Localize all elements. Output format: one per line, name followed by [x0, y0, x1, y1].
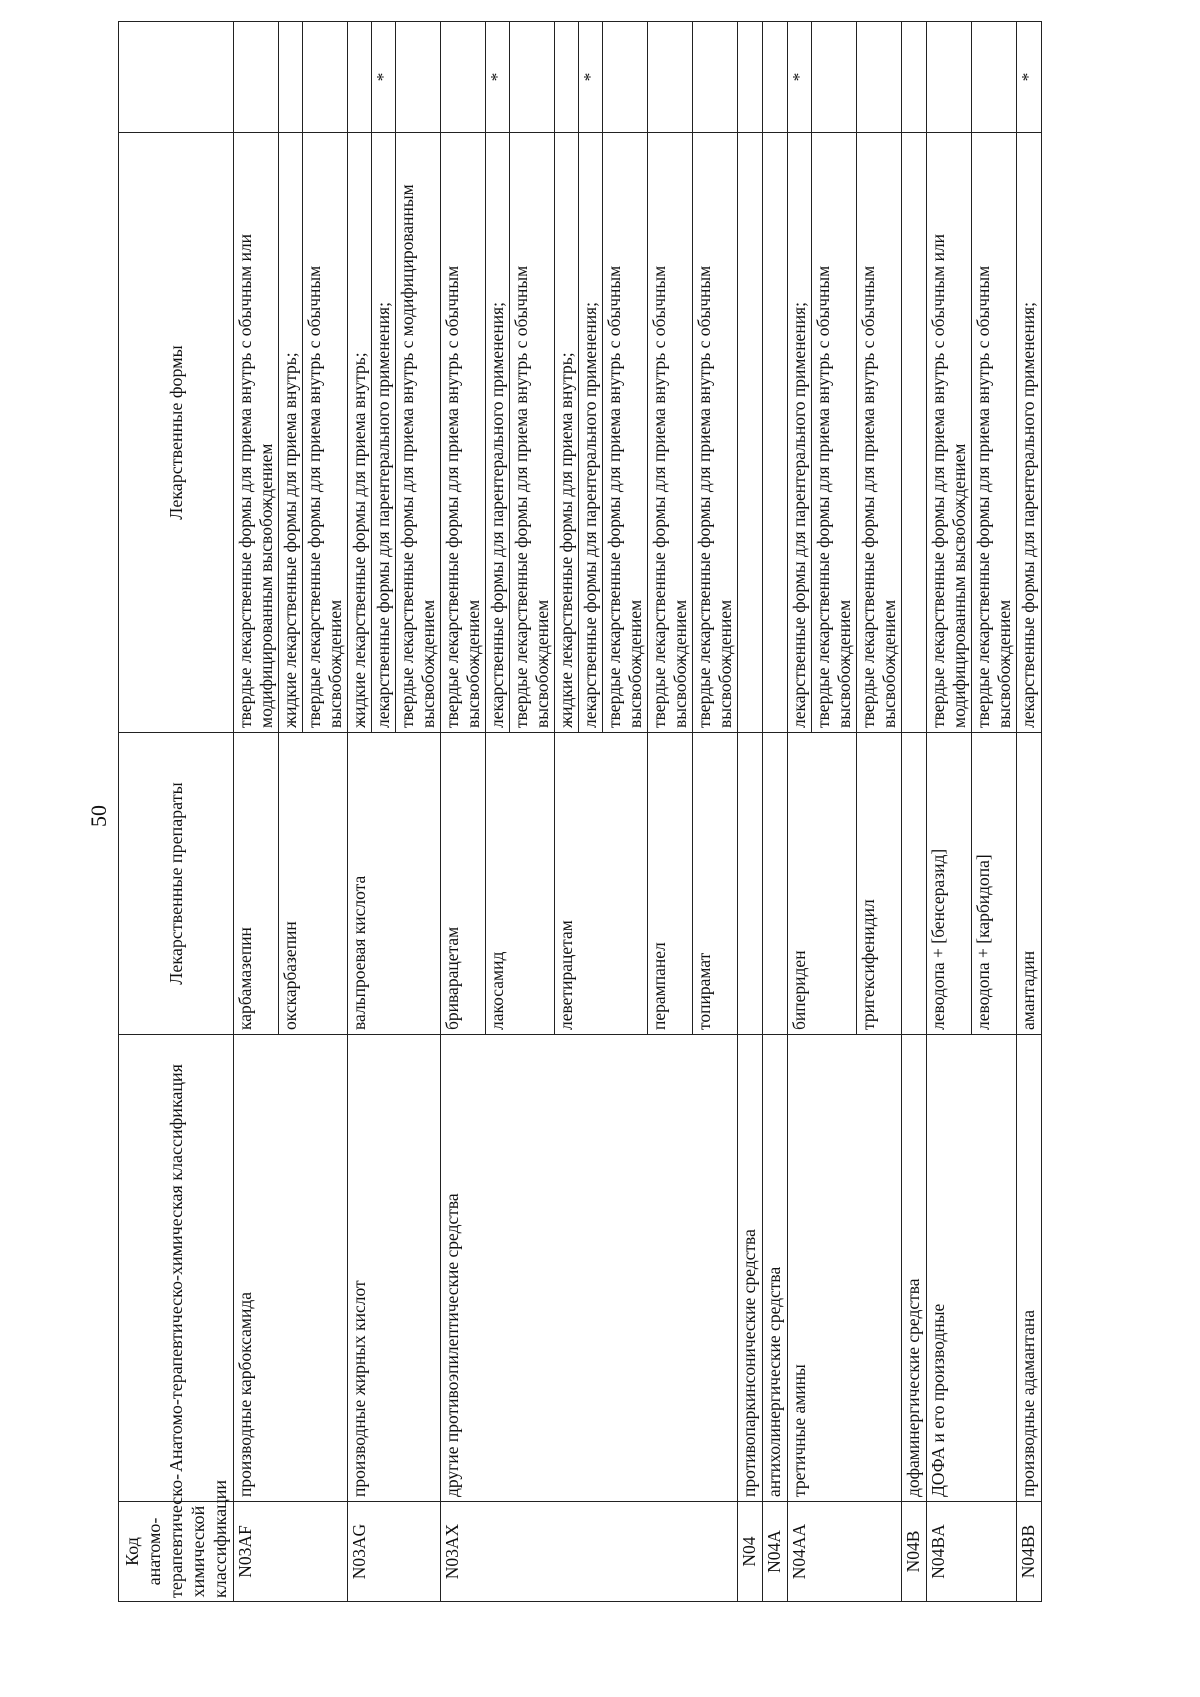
atc-cell: третичные амины — [788, 1035, 902, 1502]
drug-cell: амантадин — [1017, 733, 1042, 1035]
table-row — [763, 22, 788, 1602]
form-cell: лекарственные формы для парентерального применения; — [486, 133, 510, 733]
header-atc: Анатомо-терапевтическо-химическая классификация — [119, 1035, 234, 1502]
form-cell: лекарственные формы для парентерального применения; — [372, 133, 396, 733]
table-row — [788, 22, 812, 1602]
header-code: Код анатомо-терапевтическо-химической классификации — [119, 1502, 234, 1602]
form-cell — [763, 133, 788, 733]
form-cell: жидкие лекарственные формы для приема внутрь; — [348, 133, 372, 733]
code-cell: N04B — [902, 1502, 927, 1602]
code-cell: N04A — [763, 1502, 788, 1602]
drug-cell: леводопа + [карбидопа] — [972, 733, 1017, 1035]
form-cell: твердые лекарственные формы для приема внутрь с обычным высвобождением — [510, 133, 555, 733]
form-cell: твердые лекарственные формы для приема внутрь с обычным высвобождением — [693, 133, 738, 733]
table-row — [927, 22, 972, 1602]
note-cell — [555, 22, 579, 133]
drug-cell: лакосамид — [486, 733, 555, 1035]
note-cell — [348, 22, 372, 133]
form-cell: жидкие лекарственные формы для приема внутрь; — [279, 133, 303, 733]
table-row — [1017, 22, 1042, 1602]
form-cell: твердые лекарственные формы для приема внутрь с модифицированным высвобождением — [396, 133, 441, 733]
table-row — [348, 22, 372, 1602]
drug-cell: вальпроевая кислота — [348, 733, 441, 1035]
note-cell — [603, 22, 648, 133]
drug-cell: тригексифенидил — [857, 733, 902, 1035]
note-cell — [303, 22, 348, 133]
atc-cell: ДОФА и его производные — [927, 1035, 1017, 1502]
note-cell — [234, 22, 279, 133]
atc-cell: дофаминергические средства — [902, 1035, 927, 1502]
header-note — [119, 22, 234, 133]
form-cell: твердые лекарственные формы для приема внутрь с обычным высвобождением — [603, 133, 648, 733]
code-cell: N04 — [738, 1502, 763, 1602]
form-cell: твердые лекарственные формы для приема внутрь с обычным или модифицированным высвобождением — [927, 133, 972, 733]
atc-cell: другие противоэпилептические средства — [441, 1035, 738, 1502]
drug-cell: леветирацетам — [555, 733, 648, 1035]
form-cell: твердые лекарственные формы для приема внутрь с обычным высвобождением — [812, 133, 857, 733]
form-cell: твердые лекарственные формы для приема внутрь с обычным высвобождением — [857, 133, 902, 733]
drug-cell: окскарбазепин — [279, 733, 348, 1035]
note-cell — [927, 22, 972, 133]
note-cell — [972, 22, 1017, 133]
atc-cell: производные карбоксамида — [234, 1035, 348, 1502]
code-cell: N04BA — [927, 1502, 1017, 1602]
note-cell — [279, 22, 303, 133]
note-cell — [396, 22, 441, 133]
drug-cell: леводопа + [бенсеразид] — [927, 733, 972, 1035]
code-cell: N04AA — [788, 1502, 902, 1602]
note-cell — [510, 22, 555, 133]
form-cell: лекарственные формы для парентерального применения; — [1017, 133, 1042, 733]
drug-cell: карбамазепин — [234, 733, 279, 1035]
form-cell: твердые лекарственные формы для приема внутрь с обычным или модифицированным высвобождением — [234, 133, 279, 733]
form-cell — [738, 133, 763, 733]
drug-cell: бриварацетам — [441, 733, 486, 1035]
code-cell: N03AG — [348, 1502, 441, 1602]
header-forms: Лекарственные формы — [119, 133, 234, 733]
drug-cell — [902, 733, 927, 1035]
note-cell: * — [788, 22, 812, 133]
drug-cell — [738, 733, 763, 1035]
form-cell: жидкие лекарственные формы для приема внутрь; — [555, 133, 579, 733]
rotated-table-container — [118, 22, 1098, 1602]
table-row — [902, 22, 927, 1602]
note-cell: * — [579, 22, 603, 133]
form-cell: твердые лекарственные формы для приема внутрь с обычным высвобождением — [441, 133, 486, 733]
code-cell: N04BB — [1017, 1502, 1042, 1602]
note-cell — [857, 22, 902, 133]
form-cell: твердые лекарственные формы для приема внутрь с обычным высвобождением — [972, 133, 1017, 733]
header-drugs: Лекарственные препараты — [119, 733, 234, 1035]
table-row — [234, 22, 279, 1602]
table-header-row — [119, 22, 234, 1602]
atc-cell: производные адамантана — [1017, 1035, 1042, 1502]
note-cell — [763, 22, 788, 133]
drug-cell: топирамат — [693, 733, 738, 1035]
note-cell — [812, 22, 857, 133]
form-cell: лекарственные формы для парентерального применения; — [788, 133, 812, 733]
atc-cell: противопаркинсонические средства — [738, 1035, 763, 1502]
drug-table — [118, 21, 1042, 1602]
form-cell: твердые лекарственные формы для приема внутрь с обычным высвобождением — [648, 133, 693, 733]
atc-cell: антихолинергические средства — [763, 1035, 788, 1502]
atc-cell: производные жирных кислот — [348, 1035, 441, 1502]
note-cell: * — [1017, 22, 1042, 133]
note-cell — [902, 22, 927, 133]
note-cell — [738, 22, 763, 133]
code-cell: N03AX — [441, 1502, 738, 1602]
code-cell: N03AF — [234, 1502, 348, 1602]
drug-cell: бипериден — [788, 733, 857, 1035]
form-cell: лекарственные формы для парентерального применения; — [579, 133, 603, 733]
note-cell — [441, 22, 486, 133]
note-cell: * — [372, 22, 396, 133]
form-cell — [902, 133, 927, 733]
note-cell: * — [486, 22, 510, 133]
drug-cell: перампанел — [648, 733, 693, 1035]
drug-cell — [763, 733, 788, 1035]
note-cell — [693, 22, 738, 133]
table-row — [738, 22, 763, 1602]
page-number: 50 — [86, 805, 111, 827]
form-cell: твердые лекарственные формы для приема внутрь с обычным высвобождением — [303, 133, 348, 733]
note-cell — [648, 22, 693, 133]
table-row — [441, 22, 486, 1602]
